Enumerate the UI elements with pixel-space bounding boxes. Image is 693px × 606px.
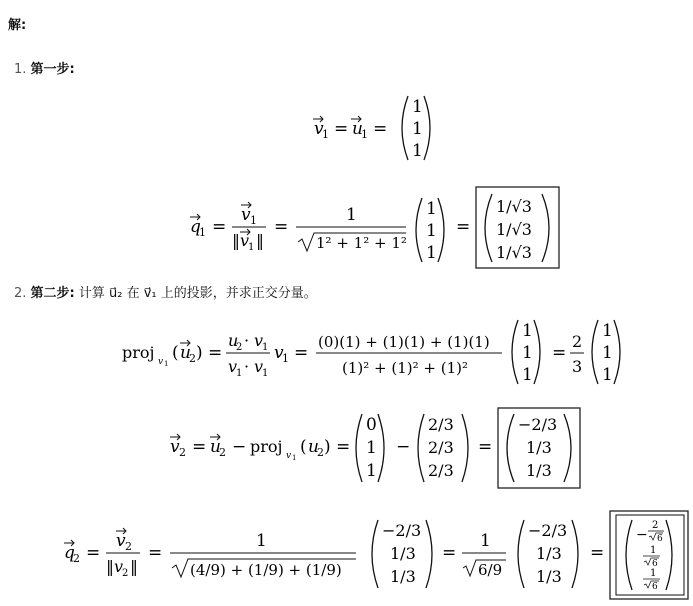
- svg-text:=: =: [208, 343, 223, 363]
- svg-text:=: =: [552, 343, 567, 363]
- svg-text:1: 1: [282, 352, 289, 365]
- svg-text:(4/9) + (1/9) + (1/9): (4/9) + (1/9) + (1/9): [190, 561, 342, 579]
- svg-text:2/3: 2/3: [428, 438, 454, 457]
- column-vector-v2: [372, 520, 432, 588]
- svg-text:u: u: [228, 331, 239, 350]
- svg-text:2/3: 2/3: [428, 461, 454, 480]
- fraction-v2-over-norm: [106, 528, 140, 579]
- svg-text:=: =: [442, 543, 457, 563]
- svg-text:q: q: [190, 217, 201, 237]
- proj-operator: [122, 340, 203, 368]
- svg-text:1: 1: [522, 365, 533, 385]
- svg-text:2: 2: [122, 568, 129, 579]
- svg-text:=: =: [86, 543, 101, 563]
- svg-text:−2/3: −2/3: [382, 521, 422, 540]
- svg-text:−2/3: −2/3: [528, 521, 568, 540]
- svg-text:proj: proj: [122, 343, 155, 362]
- svg-text:(: (: [300, 437, 307, 457]
- svg-text:1: 1: [256, 531, 267, 551]
- column-vector-v2: [518, 520, 578, 588]
- svg-text:u: u: [308, 437, 319, 457]
- svg-text:v: v: [158, 357, 164, 367]
- svg-text:=: =: [192, 437, 207, 457]
- svg-text:v: v: [254, 357, 264, 376]
- proj-operator: [250, 437, 331, 462]
- svg-text:1: 1: [412, 119, 423, 139]
- vector-q1-symbol: [190, 214, 206, 239]
- svg-text:2: 2: [652, 520, 659, 531]
- svg-text:−2/3: −2/3: [518, 415, 558, 434]
- svg-text:1: 1: [346, 205, 357, 225]
- svg-text:u: u: [210, 437, 221, 457]
- svg-text:1: 1: [426, 243, 437, 263]
- svg-text:1: 1: [250, 214, 257, 227]
- equation-q1: [186, 186, 564, 270]
- svg-text:v: v: [228, 357, 238, 376]
- svg-text:v: v: [274, 343, 284, 363]
- svg-text:1: 1: [164, 360, 169, 368]
- step-1-number: 1.: [14, 62, 27, 77]
- svg-text:2: 2: [189, 352, 196, 365]
- svg-text:·: ·: [244, 331, 250, 350]
- svg-text:v: v: [114, 557, 124, 576]
- equation-projection: [120, 316, 630, 390]
- vector-v2-symbol: [170, 434, 186, 459]
- column-vector-111: [592, 320, 620, 385]
- svg-text:v: v: [314, 119, 324, 139]
- svg-text:‖: ‖: [130, 557, 138, 576]
- svg-text:2: 2: [572, 332, 583, 351]
- solution-label: 解:: [8, 18, 27, 33]
- svg-text:=: =: [478, 437, 493, 457]
- svg-text:1/√3: 1/√3: [496, 220, 532, 239]
- fraction-one-over-sqrt: [296, 205, 407, 252]
- svg-text:3: 3: [572, 357, 583, 376]
- vector-q2-symbol: [64, 540, 80, 565]
- svg-text:(0)(1) + (1)(1) + (1)(1): (0)(1) + (1)(1) + (1)(1): [318, 333, 490, 351]
- svg-text:6: 6: [652, 559, 658, 569]
- svg-text:1: 1: [480, 531, 491, 551]
- svg-text:1: 1: [426, 221, 437, 241]
- step-2-number: 2.: [14, 286, 27, 301]
- svg-text:1: 1: [522, 343, 533, 363]
- svg-text:v: v: [254, 331, 264, 350]
- svg-text:=: =: [334, 119, 349, 139]
- fraction-v1-over-norm: [232, 202, 266, 253]
- svg-text:6/9: 6/9: [478, 561, 503, 579]
- svg-text:−: −: [396, 437, 411, 457]
- svg-text:=: =: [590, 543, 605, 563]
- result-v2-boxed: [498, 408, 580, 488]
- svg-text:1/3: 1/3: [390, 567, 416, 586]
- svg-text:1: 1: [412, 141, 423, 161]
- step-2-title: 第二步:: [30, 286, 75, 301]
- column-vector-two-thirds: [418, 414, 468, 482]
- svg-text:‖: ‖: [106, 557, 114, 576]
- fraction-one-over-sqrt-ninths: [170, 531, 356, 579]
- svg-text:1: 1: [236, 368, 243, 379]
- column-vector-011: [356, 414, 384, 482]
- vector-u2-symbol: [210, 434, 226, 459]
- svg-text:1: 1: [366, 438, 377, 458]
- svg-text:1/3: 1/3: [536, 544, 562, 563]
- svg-text:6: 6: [657, 534, 663, 544]
- fraction-one-over-sqrt-six-ninths: [462, 531, 506, 579]
- svg-text:1: 1: [650, 545, 657, 556]
- svg-text:1/3: 1/3: [526, 438, 552, 457]
- svg-text:−: −: [232, 437, 247, 457]
- equation-v1: [300, 92, 440, 166]
- svg-text:2: 2: [179, 446, 186, 459]
- svg-text:1: 1: [248, 242, 255, 253]
- svg-text:q: q: [64, 543, 75, 563]
- svg-text:1: 1: [366, 461, 377, 481]
- svg-text:v: v: [170, 437, 180, 457]
- svg-text:(: (: [172, 343, 179, 363]
- fraction-numeric: [316, 333, 502, 377]
- svg-text:): ): [196, 343, 203, 363]
- svg-text:1/√3: 1/√3: [496, 243, 532, 262]
- vector-u1-symbol: [351, 116, 368, 141]
- svg-text:=: =: [212, 217, 227, 237]
- svg-text:1: 1: [262, 368, 269, 379]
- svg-text:−: −: [636, 527, 648, 543]
- equation-v2: [166, 406, 586, 490]
- svg-text:1: 1: [602, 343, 613, 363]
- svg-text:·: ·: [244, 357, 250, 376]
- svg-text:1/√3: 1/√3: [496, 197, 532, 216]
- step-1-heading: [14, 58, 75, 77]
- svg-text:1: 1: [602, 321, 613, 341]
- svg-text:u: u: [180, 343, 191, 363]
- svg-text:1: 1: [426, 199, 437, 219]
- svg-text:1: 1: [522, 321, 533, 341]
- column-vector-111: [402, 96, 430, 161]
- svg-text:‖: ‖: [232, 231, 240, 250]
- svg-text:2: 2: [73, 552, 80, 565]
- svg-text:1: 1: [602, 365, 613, 385]
- svg-text:1: 1: [262, 342, 269, 353]
- svg-text:2: 2: [236, 342, 243, 353]
- svg-text:v: v: [286, 451, 292, 461]
- fraction-dot-products: [226, 331, 270, 379]
- fraction-two-thirds: [570, 332, 584, 376]
- step-2-heading: [14, 282, 317, 301]
- svg-text:1: 1: [199, 226, 206, 239]
- column-vector-111: [512, 320, 540, 385]
- svg-text:6: 6: [652, 582, 658, 592]
- vector-v1-symbol: [274, 343, 289, 365]
- svg-text:2: 2: [317, 446, 324, 459]
- svg-text:2: 2: [125, 540, 132, 553]
- svg-text:u: u: [352, 119, 363, 139]
- svg-text:1: 1: [361, 128, 368, 141]
- result-q2-boxed: [610, 511, 688, 599]
- svg-text:1/3: 1/3: [390, 544, 416, 563]
- svg-text:1/3: 1/3: [526, 461, 552, 480]
- equation-q2: [60, 508, 690, 602]
- svg-text:): ): [324, 437, 331, 457]
- svg-text:v: v: [240, 231, 250, 250]
- svg-text:v: v: [116, 531, 126, 551]
- svg-text:1: 1: [412, 97, 423, 117]
- svg-text:=: =: [274, 217, 289, 237]
- svg-text:2/3: 2/3: [428, 415, 454, 434]
- svg-text:1: 1: [322, 128, 329, 141]
- svg-text:1/3: 1/3: [536, 567, 562, 586]
- svg-text:=: =: [456, 217, 471, 237]
- column-vector-111: [416, 198, 444, 263]
- svg-text:0: 0: [366, 415, 377, 435]
- svg-text:=: =: [373, 119, 388, 139]
- svg-text:1: 1: [650, 568, 657, 579]
- svg-text:(1)² + (1)² + (1)²: (1)² + (1)² + (1)²: [342, 359, 468, 377]
- svg-text:proj: proj: [250, 437, 283, 456]
- svg-text:2: 2: [219, 446, 226, 459]
- svg-text:=: =: [336, 437, 351, 457]
- step-1-title: 第一步:: [30, 62, 75, 77]
- svg-text:‖: ‖: [256, 231, 264, 250]
- vector-v1-symbol: [313, 116, 329, 141]
- step-2-text: 计算 u⃗₂ 在 v⃗₁ 上的投影，并求正交分量。: [78, 286, 317, 301]
- svg-text:1: 1: [292, 454, 297, 462]
- result-q1-boxed: [476, 187, 559, 268]
- svg-text:=: =: [294, 343, 309, 363]
- svg-text:=: =: [148, 543, 163, 563]
- svg-text:1² + 1² + 1²: 1² + 1² + 1²: [316, 234, 407, 252]
- svg-text:v: v: [241, 205, 251, 225]
